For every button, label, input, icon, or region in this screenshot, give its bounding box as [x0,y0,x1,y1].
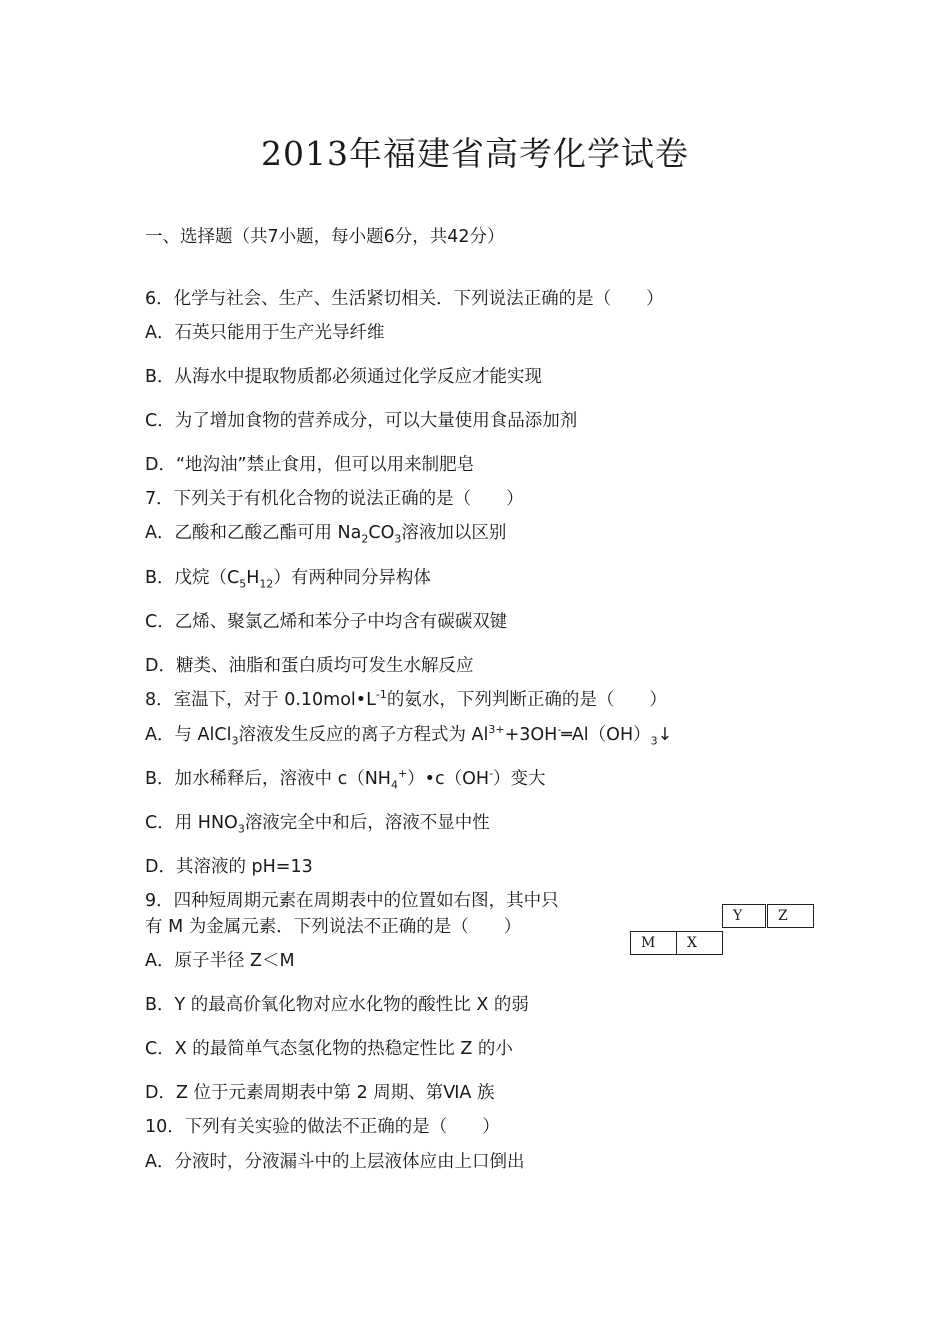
question-9-stem-line1: 9．四种短周期元素在周期表中的位置如右图，其中只 [145,891,559,911]
question-7-stem: 7．下列关于有机化合物的说法正确的是（ ） [145,489,524,509]
question-9-option-a: A．原子半径 Z＜M [145,951,295,971]
question-6-option-d: D．“地沟油”禁止食用，但可以用来制肥皂 [145,455,475,475]
question-6-option-b: B．从海水中提取物质都必须通过化学反应才能实现 [145,367,543,387]
question-7-option-d: D．糖类、油脂和蛋白质均可发生水解反应 [145,656,474,676]
cell-m: M [630,931,677,955]
question-8-stem: 8．室温下，对于 $0.10mol•L^{-1}$的氨水，下列判断正确的是（ ） [145,688,667,710]
cell-z: Z [767,904,814,928]
question-7-option-c: C．乙烯、聚氯乙烯和苯分子中均含有碳碳双键 [145,612,508,632]
question-8-option-c: C．用 $HNO_3$溶液完全中和后，溶液不显中性 [145,813,490,836]
question-9-option-c: C．X 的最简单气态氢化物的热稳定性比 Z 的小 [145,1039,513,1059]
question-9-stem-line2: 有 M 为金属元素．下列说法不正确的是（ ） [145,917,522,937]
question-6-option-a: A．石英只能用于生产光导纤维 [145,323,385,343]
section-heading: 一、选择题（共7小题，每小题6分，共42分） [145,227,505,247]
question-8-option-a: A．与 AlCl$_3$溶液发生反应的离子方程式为 $Al^{3+}+3OH^-═Al(OH)_3↓$ [145,723,673,748]
question-10-stem: 10．下列有关实验的做法不正确的是（ ） [145,1117,500,1137]
question-10-option-a: A．分液时，分液漏斗中的上层液体应由上口倒出 [145,1152,525,1172]
periodic-table-fragment [630,904,815,956]
question-7-option-b: B．戊烷$(C_5H_{12})$有两种同分异构体 [145,568,431,591]
exam-title: 2013年福建省高考化学试卷 [261,134,689,173]
question-9-option-d: D．Z 位于元素周期表中第 2 周期、第ⅥA 族 [145,1083,495,1103]
question-6-option-c: C．为了增加食物的营养成分，可以大量使用食品添加剂 [145,411,578,431]
question-8-option-b: B．加水稀释后，溶液中 $c(NH_4^+)•c(OH^-)$变大 [145,767,546,792]
question-8-option-d: D．其溶液的 pH=13 [145,857,313,877]
cell-y: Y [722,904,766,928]
question-9-option-b: B．Y 的最高价氧化物对应水化物的酸性比 X 的弱 [145,995,529,1015]
question-6-stem: 6．化学与社会、生产、生活紧切相关．下列说法正确的是（ ） [145,289,664,309]
cell-x: X [676,931,723,955]
question-7-option-a: A．乙酸和乙酸乙酯可用 $Na_2CO_3$溶液加以区别 [145,523,507,546]
